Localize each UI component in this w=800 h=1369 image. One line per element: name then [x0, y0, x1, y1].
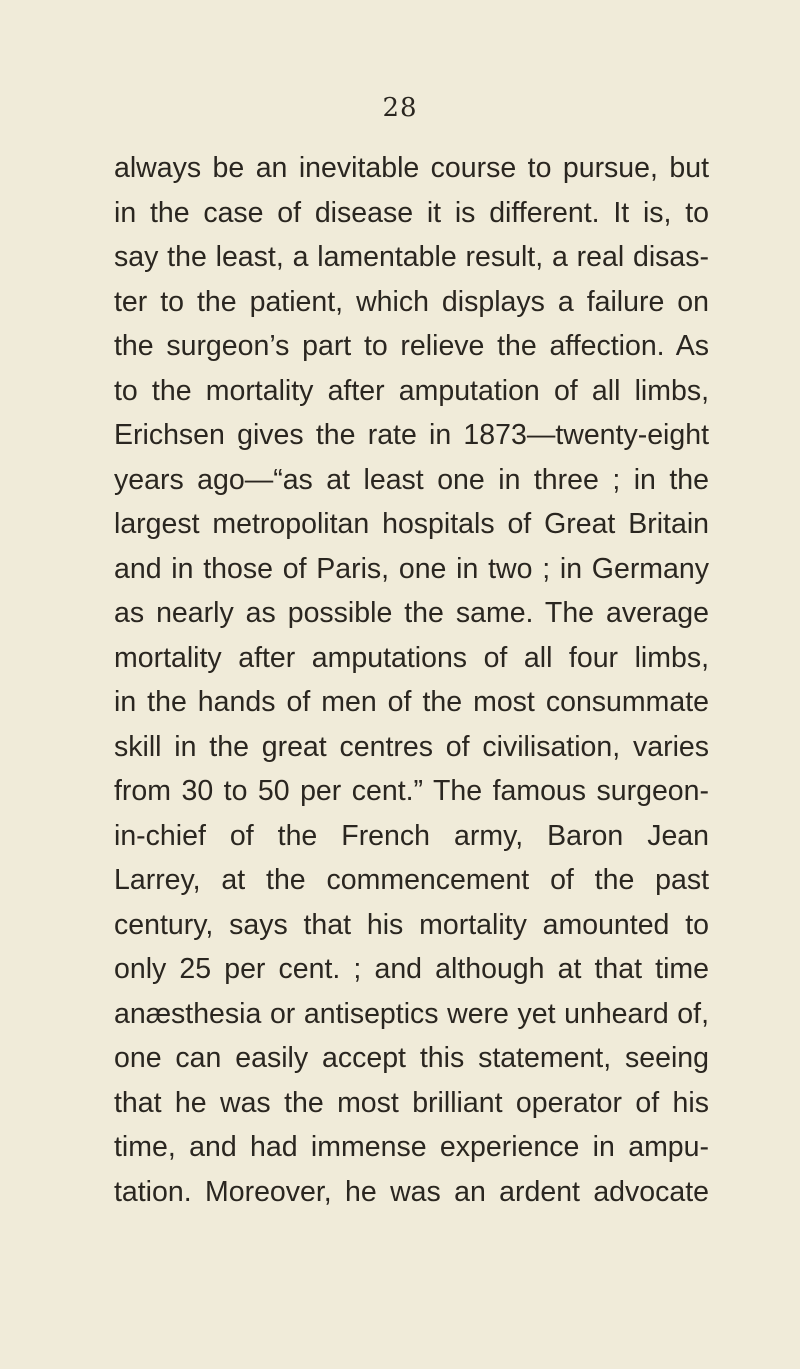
text-line: largest metropolitan hospitals of Great Britain [114, 508, 709, 540]
text-line: Larrey, at the commencement of the past [114, 864, 709, 896]
text-line: anæsthesia or antiseptics were yet unheard of, [114, 997, 709, 1030]
text-line: from 30 to 50 per cent.” The famous surgeon- [114, 775, 709, 807]
text-line: that he was the most brilliant operator of his [114, 1086, 709, 1119]
text-line: mortality after amputations of all four limbs, [114, 641, 709, 674]
text-line: skill in the great centres of civilisation, varies [114, 730, 709, 763]
text-line: always be an inevitable course to pursue, but [114, 152, 709, 184]
text-line: century, says that his mortality amounted to [114, 908, 709, 941]
text-line: in the hands of men of the most consummate [114, 686, 709, 718]
text-line: time, and had immense experience in ampu- [114, 1131, 709, 1163]
text-line: only 25 per cent. ; and although at that time [114, 953, 709, 985]
text-line: in-chief of the French army, Baron Jean [114, 819, 709, 852]
page-number: 28 [382, 93, 418, 123]
text-line: say the least, a lamentable result, a real disas- [114, 241, 709, 273]
text-line: the surgeon’s part to relieve the affection. As [114, 330, 709, 362]
text-line: years ago—“as at least one in three ; in the [114, 463, 709, 496]
text-line: ter to the patient, which displays a failure on [114, 285, 709, 318]
text-line: and in those of Paris, one in two ; in Germany [114, 552, 709, 585]
text-line: to the mortality after amputation of all limbs, [114, 374, 709, 407]
text-line: Erichsen gives the rate in 1873—twenty-eight [114, 419, 709, 451]
text-line: tation. Moreover, he was an ardent advocate [114, 1175, 709, 1208]
text-line: in the case of disease it is different. It is, to [114, 196, 709, 229]
text-line: one can easily accept this statement, seeing [114, 1042, 709, 1074]
text-line: as nearly as possible the same. The average [114, 597, 709, 629]
